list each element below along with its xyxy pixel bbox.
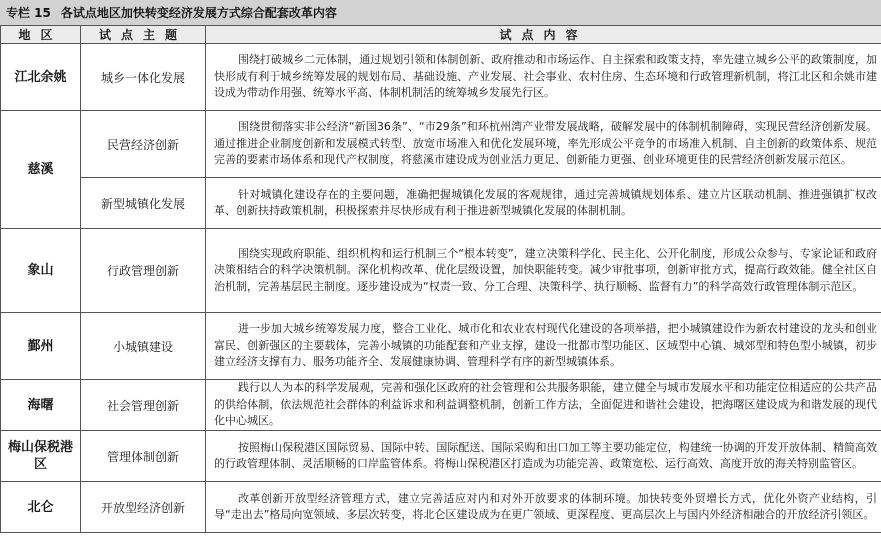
content-cell: 践行以人为本的科学发展观，完善和强化区政府的社会管理和公共服务职能，建立健全与城市发展水平和功能定位相适应的公共产品的供给体制，依法规范社会群体的利益诉求和利益调整机制，创新工作方法，全面促进和谐社会建设，把海曙区建设成为和谐发展的现代化中心城区。	[206, 380, 881, 431]
content-cell: 按照梅山保税港区国际贸易、国际中转、国际配送、国际采购和出口加工等主要功能定位，构建统一协调的开发开放体制、精简高效的行政管理体制、灵活顺畅的口岸监管体系。将梅山保税港区打造成为功能完善、政策宽松、运行高效、高度开放的海关特别监管区。	[206, 431, 881, 482]
theme-cell: 开放型经济创新	[81, 482, 206, 533]
header-region: 地区	[1, 26, 81, 44]
region-cell: 梅山保税港区	[1, 431, 81, 482]
reform-table	[0, 25, 881, 533]
region-cell: 慈溪	[1, 111, 81, 229]
content-cell: 进一步加大城乡统筹发展力度，整合工业化、城市化和农业农村现代化建设的各项举措，把小城镇建设作为新农村建设的龙头和创业富民、创新强区的主要载体，完善小城镇的功能配套和产业支撑，建设一批都市型功能区、区域型中心镇、城郊型和特色型小城镇，初步建立经济支撑有力、服务功能齐全、发展健康协调、管理科学有序的新型城镇体系。	[206, 313, 881, 380]
content-cell: 改革创新开放型经济管理方式，建立完善适应对内和对外开放要求的体制环境。加快转变外贸增长方式，优化外资产业结构，引导“走出去”格局向宽领域、多层次转变，将北仑区建设成为在更广领域、更深程度、更高层次上与国内外经济相融合的开放经济引领区。	[206, 482, 881, 533]
table-row	[1, 229, 881, 313]
theme-cell: 城乡一体化发展	[81, 44, 206, 111]
content-cell: 围绕实现政府职能、组织机构和运行机制三个“根本转变”，建立决策科学化、民主化、公开化制度，形成公众参与、专家论证和政府决策相结合的科学决策机制。深化机构改革、优化层级设置，加快职能转变。减少审批事项，创新审批方式，提高行政效能。健全社区自治机制，完善基层民主制度。逐步建设成为“权责一致、分工合理、决策科学、执行顺畅、监督有力”的科学高效行政管理体制示范区。	[206, 229, 881, 313]
region-cell: 江北余姚	[1, 44, 81, 111]
region-cell: 象山	[1, 229, 81, 313]
table-row	[1, 380, 881, 431]
region-cell: 鄞州	[1, 313, 81, 380]
content-cell: 围绕贯彻落实非公经济“新国36条”、“市29条”和环杭州湾产业带发展战略，破解发展中的体制机制障碍，实现民营经济创新发展。通过推进企业制度创新和发展模式转型、放宽市场准入和优化发展环境，率先形成公平竞争的市场准入机制、自主创新的政策体系、规范完善的要素市场体系和现代产权制度，将慈溪市建设成为创业活力更足、创新能力更强、创业环境更佳的民营经济创新发展示范区。	[206, 111, 881, 178]
table-row	[1, 431, 881, 482]
theme-cell: 行政管理创新	[81, 229, 206, 313]
theme-cell: 管理体制创新	[81, 431, 206, 482]
content-cell: 针对城镇化建设存在的主要问题，准确把握城镇化发展的客观规律，通过完善城镇规划体系、建立片区联动机制、推进强镇扩权改革、创新扶持政策机制，积极探索并尽快形成有利于推进新型城镇化发展的体制机制。	[206, 178, 881, 229]
title-text: 各试点地区加快转变经济发展方式综合配套改革内容	[60, 6, 337, 20]
header-row	[1, 26, 881, 44]
content-cell: 围绕打破城乡二元体制，通过规划引领和体制创新、政府推动和市场运作、自主探索和政策支持，率先建立城乡公平的政策制度，加快形成有利于城乡统筹发展的规划布局、基础设施、产业发展、社会事业、农村住房、生态环境和行政管理新机制，将江北区和余姚市建设成为带动作用强、统筹水平高、体制机制活的统筹城乡发展先行区。	[206, 44, 881, 111]
table-row	[1, 178, 881, 229]
region-cell: 海曙	[1, 380, 81, 431]
header-theme: 试点主题	[81, 26, 206, 44]
theme-cell: 民营经济创新	[81, 111, 206, 178]
region-cell: 北仑	[1, 482, 81, 533]
table-title-bar	[0, 0, 881, 25]
theme-cell: 社会管理创新	[81, 380, 206, 431]
header-content: 试点内容	[206, 26, 881, 44]
table-row	[1, 313, 881, 380]
table-row	[1, 44, 881, 111]
table-row	[1, 111, 881, 178]
theme-cell: 新型城镇化发展	[81, 178, 206, 229]
theme-cell: 小城镇建设	[81, 313, 206, 380]
table-row	[1, 482, 881, 533]
title-number: 专栏 15	[6, 6, 51, 20]
